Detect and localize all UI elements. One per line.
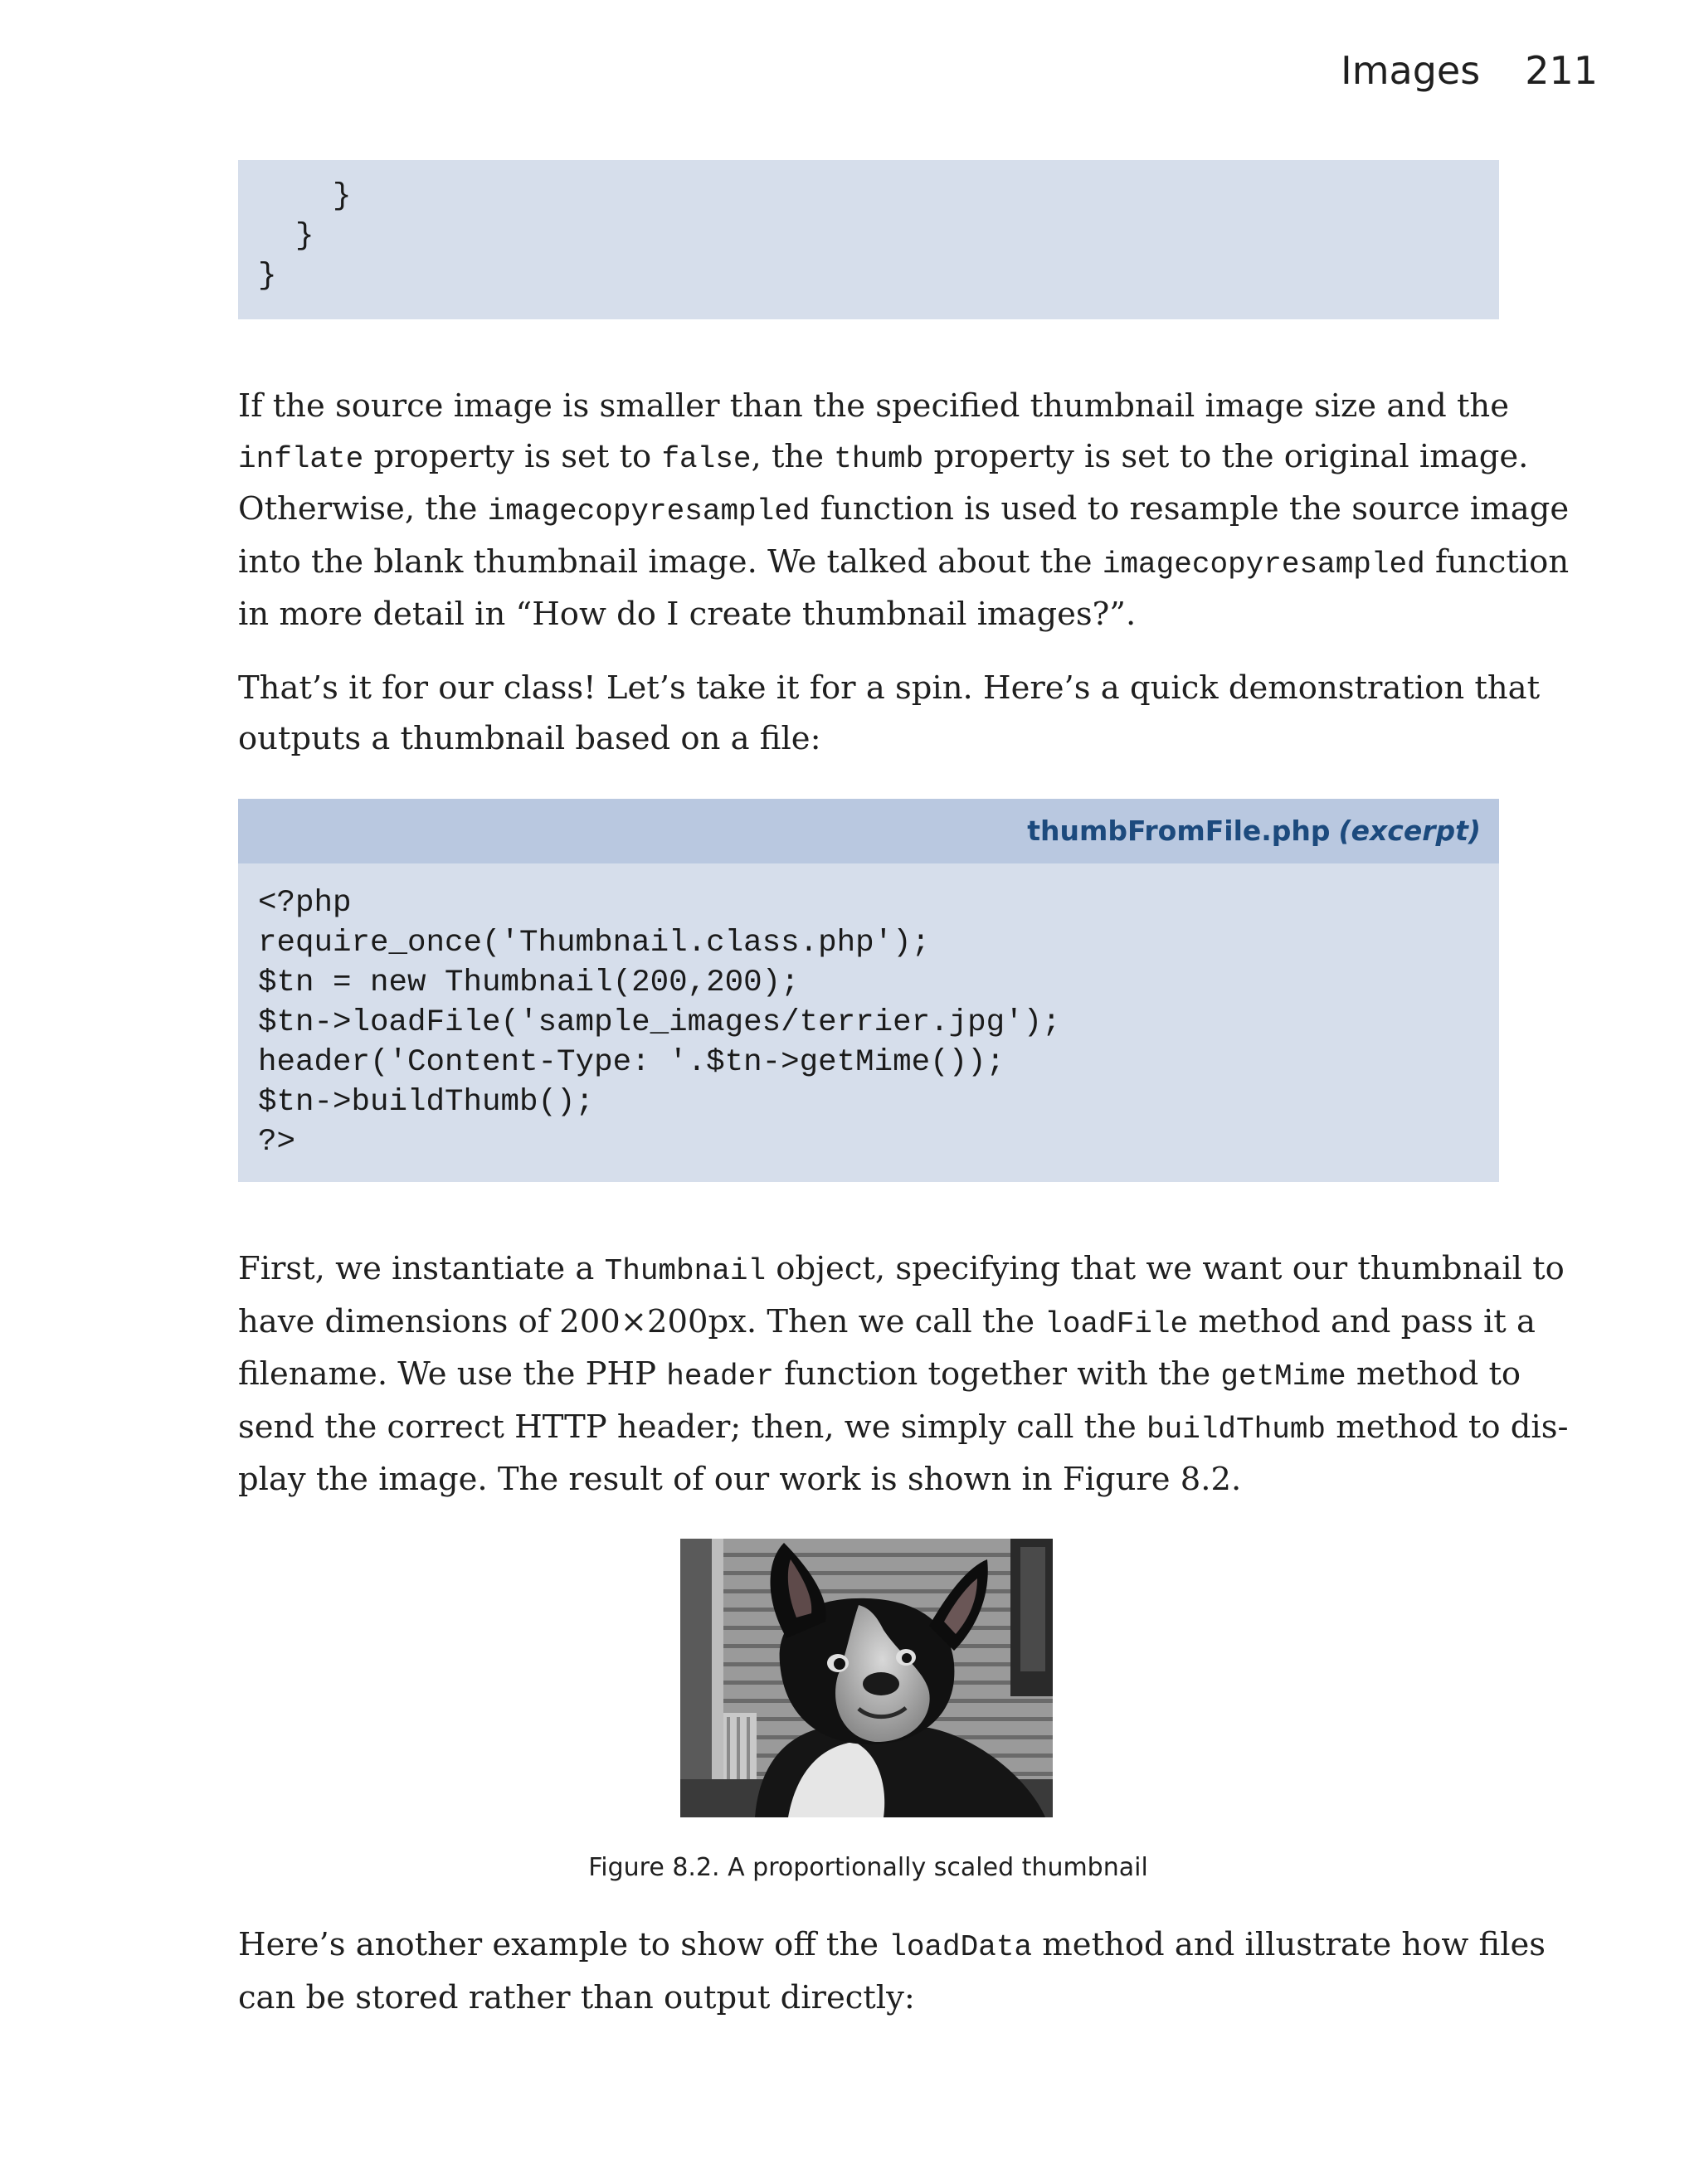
text-run: method to [1346, 1355, 1521, 1393]
code-line: <?php [258, 886, 352, 921]
code-line: } [258, 179, 352, 214]
text-line: If the source image is smaller than the specified thumbnail image size and the [238, 387, 1510, 425]
code-line: } [258, 259, 277, 294]
section-title: Images [1341, 48, 1481, 93]
terrier-thumbnail-photo [680, 1539, 1053, 1817]
text-run: send the correct HTTP header; then, we simply call the [238, 1408, 1146, 1446]
text-run: filename. We use the PHP [238, 1355, 667, 1393]
text-line [238, 1244, 1565, 1297]
text-run: method and illustrate how files [1032, 1926, 1546, 1963]
paragraph-take-for-spin [238, 664, 1541, 764]
text-run: First, we instantiate a [238, 1250, 605, 1287]
text-line [238, 1297, 1536, 1350]
running-header [1341, 48, 1598, 93]
text-run: have dimensions of 200×200px. Then we call the [238, 1302, 1045, 1340]
inline-code: header [666, 1360, 774, 1394]
code-line: $tn->buildThumb(); [258, 1085, 595, 1120]
text-run: , the [751, 437, 835, 475]
inline-code: inflate [238, 441, 364, 476]
paragraph-first-instantiate [238, 1244, 1569, 1505]
inline-code: loadData [888, 1930, 1033, 1964]
text-run: function together with the [773, 1355, 1221, 1393]
inline-code: false [661, 441, 752, 476]
text-line [238, 1920, 1546, 1973]
text-line [238, 1403, 1569, 1456]
text-run: into the blank thumbnail image. We talked about the [238, 542, 1103, 581]
code-line: } [258, 219, 314, 254]
text-run: method and pass it a [1188, 1302, 1536, 1340]
page-number: 211 [1525, 48, 1598, 93]
text-run: object, specifying that we want our thumbnail to [766, 1250, 1565, 1287]
inline-code: thumb [834, 441, 924, 476]
text-run: Otherwise, the [238, 490, 488, 528]
text-run: method to dis- [1326, 1408, 1569, 1446]
code-line: require_once('Thumbnail.class.php'); [258, 926, 931, 961]
code-line: ?> [258, 1125, 296, 1160]
text-line [238, 432, 1529, 485]
code-line: header('Content-Type: '.$tn->getMime()); [258, 1045, 1005, 1080]
code-filename: thumbFromFile.php [1027, 815, 1331, 847]
text-line [238, 537, 1570, 591]
inline-code: buildThumb [1146, 1412, 1327, 1447]
text-line [238, 1350, 1521, 1403]
text-line [238, 484, 1570, 537]
inline-code: getMime [1220, 1360, 1346, 1394]
text-line: can be stored rather than output directly: [238, 1978, 915, 2016]
inline-code: Thumbnail [604, 1254, 767, 1288]
text-run: function [1424, 542, 1570, 581]
text-run: Here’s another example to show off the [238, 1926, 889, 1963]
inline-code: loadFile [1044, 1306, 1189, 1341]
text-line: play the image. The result of our work is shown in Figure 8.2. [238, 1461, 1242, 1498]
code-line: $tn = new Thumbnail(200,200); [258, 966, 800, 1000]
figure-caption: Figure 8.2. A proportionally scaled thumbnail [588, 1853, 1148, 1882]
inline-code: imagecopyresampled [1102, 547, 1425, 581]
text-line: That’s it for our class! Let’s take it for a spin. Here’s a quick demonstration that [238, 669, 1541, 707]
code-block-thumb-from-file [238, 799, 1499, 1182]
paragraph-load-data [238, 1920, 1546, 2023]
code-filename-bar [238, 799, 1499, 863]
text-run: function is used to resample the source image [810, 490, 1570, 528]
inline-code: imagecopyresampled [487, 494, 811, 528]
text-line: outputs a thumbnail based on a file: [238, 719, 821, 757]
code-listing [258, 177, 1499, 296]
code-block-continued [238, 160, 1499, 319]
text-line: in more detail in “How do I create thumbnail images?”. [238, 596, 1137, 633]
code-filename-note: (excerpt) [1338, 815, 1481, 847]
text-run: property is set to [363, 437, 662, 475]
code-line: $tn->loadFile('sample_images/terrier.jpg'); [258, 1005, 1061, 1040]
code-listing [238, 863, 1499, 1162]
paragraph-thumbnail-inflate [238, 382, 1570, 640]
text-run: property is set to the original image. [923, 437, 1529, 475]
